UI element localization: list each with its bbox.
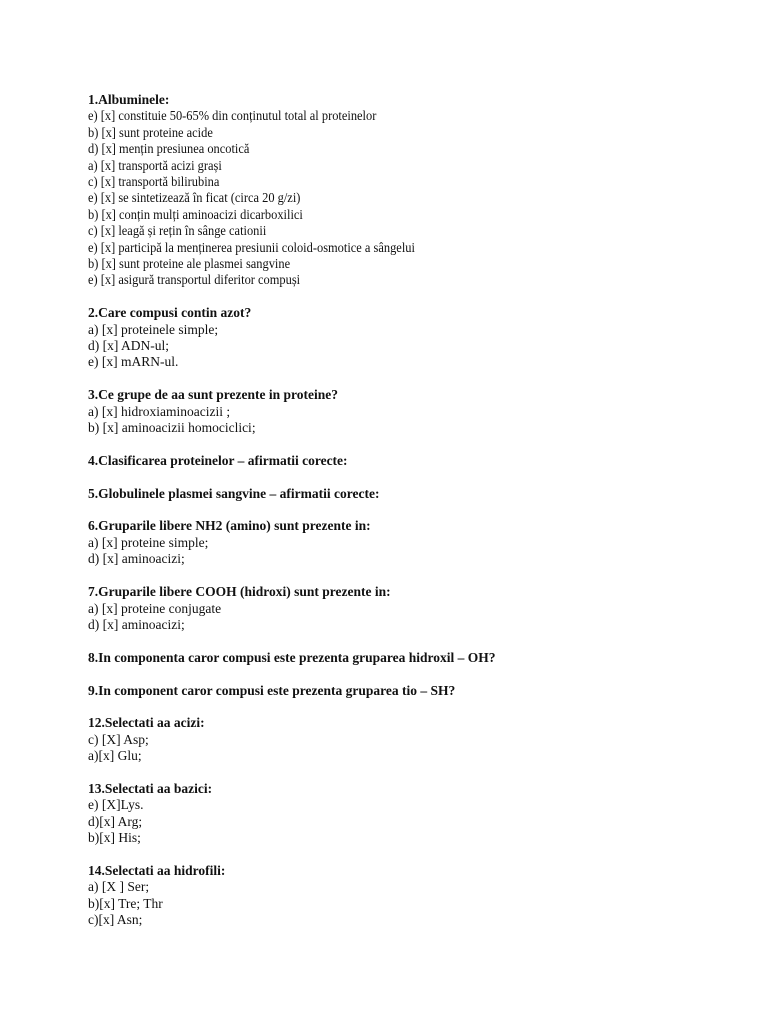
question-5 (88, 486, 728, 502)
question-7 (88, 584, 728, 633)
answer-line: b) [x] conțin mulți aminoacizi dicarboxilici (88, 206, 303, 222)
question-title: 1.Albuminele: (88, 92, 170, 107)
answer-line: e) [x] constituie 50-65% din conținutul total al proteinelor (88, 108, 377, 124)
question-4 (88, 453, 728, 469)
question-8 (88, 650, 728, 666)
answer-line: d)[x] Arg; (88, 813, 143, 829)
answer-line: e) [x] asigură transportul diferitor compuși (88, 272, 301, 288)
answer-line: a) [X ] Ser; (88, 879, 150, 895)
answer-line: a) [x] hidroxiaminoacizii ; (88, 403, 231, 419)
question-13 (88, 781, 728, 847)
answer-line: d) [x] mențin presiunea oncotică (88, 141, 250, 157)
question-9 (88, 683, 728, 699)
answer-line: a)[x] Glu; (88, 748, 142, 764)
answer-line: a) [x] transportă acizi grași (88, 157, 222, 173)
question-title: 5.Globulinele plasmei sangvine – afirmatii corecte: (88, 485, 380, 501)
question-title: 2.Care compusi contin azot? (88, 305, 252, 321)
question-title: 3.Ce grupe de aa sunt prezente in proteine? (88, 387, 338, 403)
question-2 (88, 305, 728, 371)
question-6 (88, 518, 728, 567)
answer-line: e) [x] se sintetizează în ficat (circa 20 g/zi) (88, 190, 301, 206)
answer-line: c) [x] leagă și rețin în sânge cationii (88, 223, 267, 239)
answer-line: c) [x] transportă bilirubina (88, 174, 220, 190)
document-page (88, 92, 728, 945)
question-title: 12.Selectati aa acizi: (88, 715, 205, 731)
answer-line: a) [x] proteine conjugate (88, 600, 222, 616)
answer-line: b) [x] aminoacizii homociclici; (88, 420, 256, 436)
question-3 (88, 387, 728, 436)
question-title: 8.In componenta caror compusi este prezenta gruparea hidroxil – OH? (88, 649, 496, 665)
answer-line: b)[x] His; (88, 830, 141, 846)
question-title: 9.In component caror compusi este prezenta gruparea tio – SH? (88, 682, 456, 698)
answer-line: d) [x] aminoacizi; (88, 551, 185, 567)
answer-line: e) [X]Lys. (88, 797, 144, 813)
answer-line: c)[x] Asn; (88, 912, 143, 928)
question-title: 7.Gruparile libere COOH (hidroxi) sunt prezente in: (88, 584, 391, 600)
question-14 (88, 863, 728, 929)
question-title: 4.Clasificarea proteinelor – afirmatii corecte: (88, 452, 348, 468)
answer-line: b) [x] sunt proteine ale plasmei sangvine (88, 256, 291, 272)
answer-line: d) [x] aminoacizi; (88, 616, 185, 632)
answer-line: a) [x] proteine simple; (88, 534, 209, 550)
question-title: 13.Selectati aa bazici: (88, 780, 213, 796)
question-12 (88, 715, 728, 764)
answer-line: b)[x] Tre; Thr (88, 895, 163, 911)
answer-line: a) [x] proteinele simple; (88, 321, 219, 337)
answer-line: b) [x] sunt proteine acide (88, 124, 213, 140)
answer-line: e) [x] mARN-ul. (88, 354, 179, 370)
question-title: 14.Selectati aa hidrofili: (88, 862, 226, 878)
answer-line: d) [x] ADN-ul; (88, 338, 169, 354)
answer-line: e) [x] participă la menținerea presiunii coloid-osmotice a sângelui (88, 239, 415, 255)
question-title: 6.Gruparile libere NH2 (amino) sunt prezente in: (88, 518, 371, 534)
answer-line: c) [X] Asp; (88, 731, 149, 747)
question-1 (88, 92, 728, 289)
